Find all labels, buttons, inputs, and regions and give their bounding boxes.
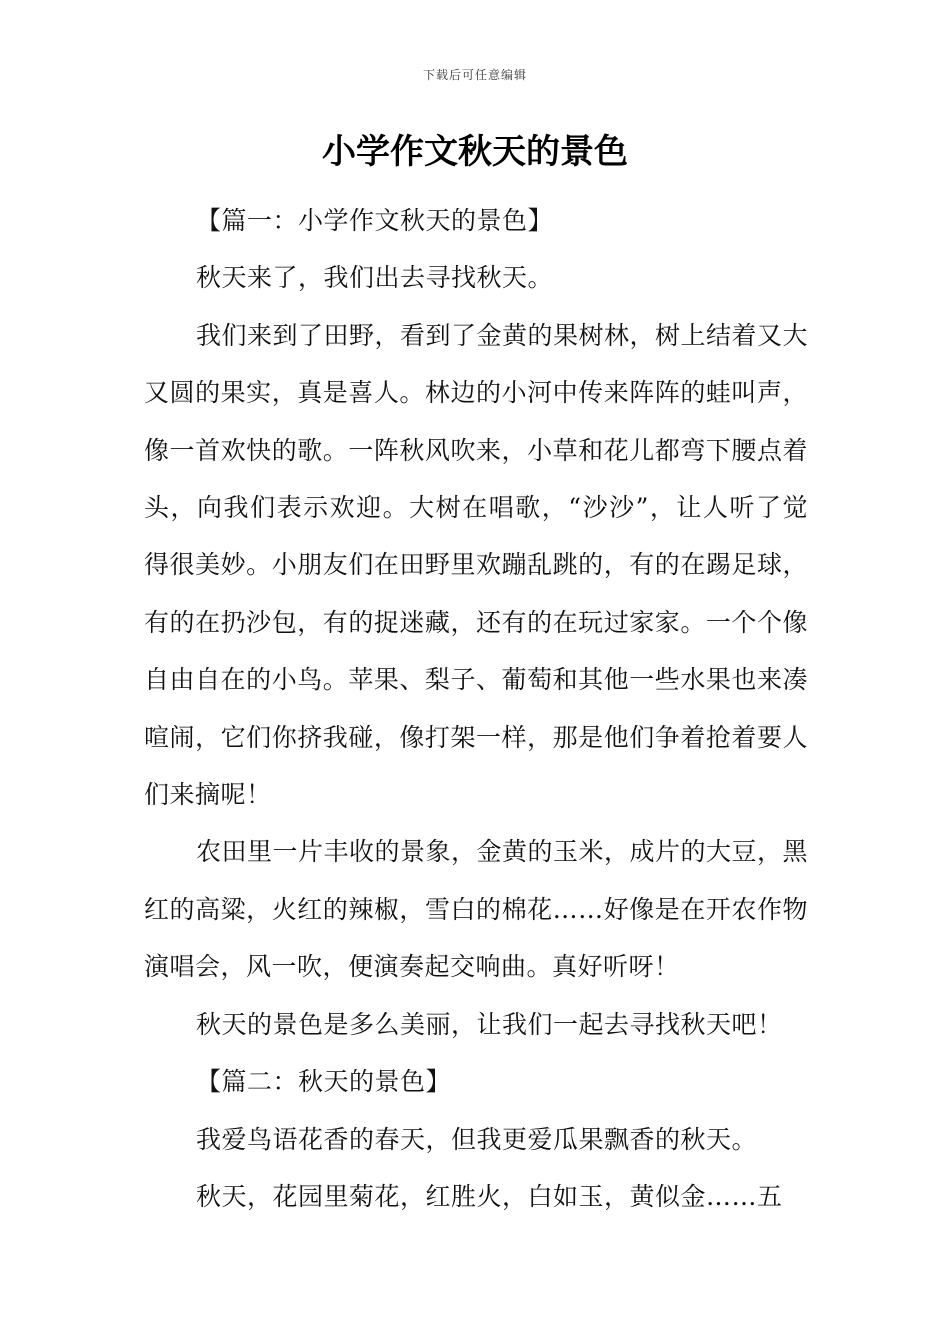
paragraph: 农田里一片丰收的景象，金黄的玉米，成片的大豆，黑红的高粱，火红的辣椒，雪白的棉花……好像是在开农作物演唱会，风一吹，便演奏起交响曲。真好听呀！ (144, 837, 809, 982)
section-heading-1: 【篇一：小学作文秋天的景色】 (196, 206, 554, 235)
paragraph: 秋天的景色是多么美丽，让我们一起去寻找秋天吧！ (196, 1009, 783, 1039)
document-body (144, 192, 808, 1225)
paragraph: 我爱鸟语花香的春天，但我更爱瓜果飘香的秋天。 (196, 1124, 758, 1154)
header-note: 下载后可任意编辑 (422, 68, 527, 82)
paragraph: 秋天来了，我们出去寻找秋天。 (196, 263, 554, 293)
paragraph: 我们来到了田野，看到了金黄的果树林，树上结着又大又圆的果实，真是喜人。林边的小河中传来阵阵的蛙叫声，像一首欢快的歌。一阵秋风吹来，小草和花儿都弯下腰点着头，向我们表示欢迎。大树在唱歌，“沙沙”，让人听了觉得很美妙。小朋友们在田野里欢蹦乱跳的，有的在踢足球，有的在扔沙包，有的捉迷藏，还有的在玩过家家。一个个像自由自在的小鸟。苹果、梨子、葡萄和其他一些水果也来凑喧闹，它们你挤我碰，像打架一样，那是他们争着抢着要人们来摘呢！ (144, 320, 809, 810)
document-title: 小学作文秋天的景色 (322, 132, 628, 172)
paragraph: 秋天，花园里菊花，红胜火，白如玉，黄似金……五 (196, 1181, 783, 1211)
section-heading-2: 【篇二：秋天的景色】 (196, 1067, 452, 1097)
